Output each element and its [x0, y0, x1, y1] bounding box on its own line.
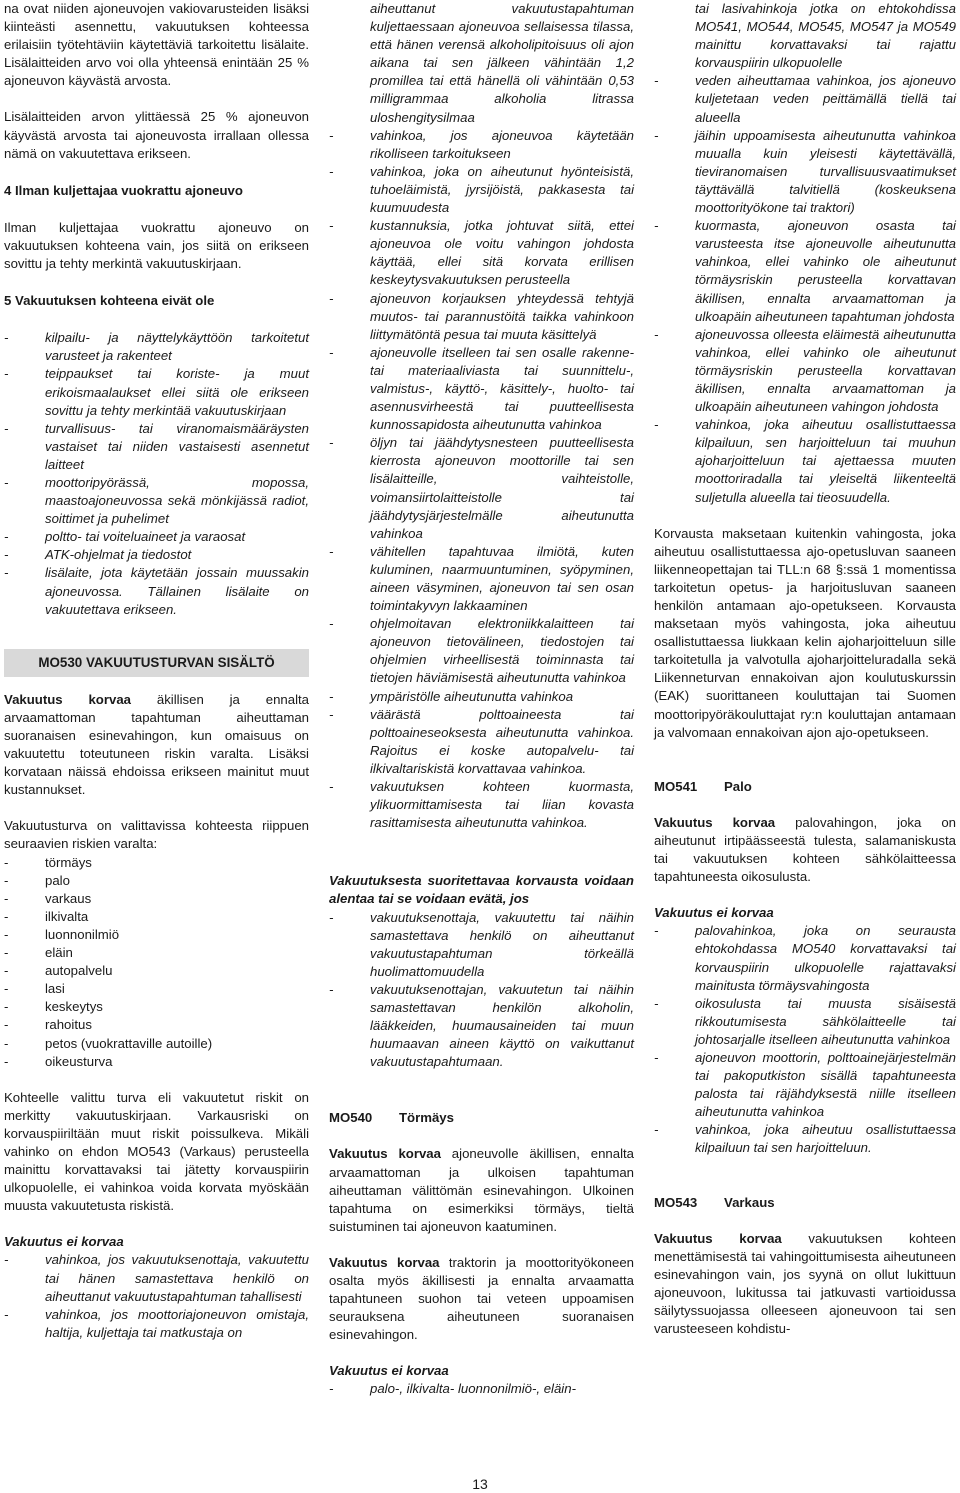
text: palovahingon, joka on aiheutunut irtipäässeestä tulesta, salamaniskusta tai vakuutuksen kohteen sähkölaitteessa tapahtuneesta oikosulusta.	[654, 814, 956, 885]
list-item: - vahinkoa, joka aiheutuu osallistuttaessa kilpailuun tai sen harjoitteluun.	[654, 1121, 956, 1157]
subheading: Vakuutus ei korvaa	[654, 905, 774, 921]
paragraph: Korvausta maksetaan kuitenkin vahingosta, joka aiheutuu osallistuttaessa ajo-opetusluvan saaneen liikenneopettajan tai TLL:n 68 §:ssä 1 momentissa tarkoitetun opetus- ja harjoitusluvan saaneen henkilön antamaan ajo-opetukseen. Korvausta maksetaan myös vahingosta, joka aiheutuu osallistuttaessa liukkaan kelin ajoharjoitteluun sille tarkoitetulla ja valvotulla ajoharjoitteluradalla sekä Liikenneturvan ennakoivan ajon koulutuskurssin (EAK) suorittaneen kouluttajan tai Suomen moottoripyöräkouluttajat ry:n kouluttajan antamaan ja valvomaan ennakoivan ajon ajo-opetukseen.	[654, 525, 956, 740]
list-item: - ajoneuvossa olleesta eläimestä aiheutunutta vahinkoa, ellei vahinko ole aiheutunut törmäysriskin perusteella korvattavan äkillisen, ennalta arvaamattoman ja ulkoapäin aiheutuneen vahingon johdosta	[654, 326, 956, 416]
list-item: - petos (vuokrattaville autoille)	[4, 1035, 309, 1053]
list-item: - veden aiheuttamaa vahinkoa, jos ajoneuvo kuljetetaan veden peittämällä tiellä tai alueella	[654, 72, 956, 126]
list-item: - vähitellen tapahtuvaa ilmiötä, kuten kuluminen, naarmuuntuminen, syöpyminen, aineen väsyminen, ajoneuvon tai sen osan toimintakyvyn lakkaaminen	[329, 543, 634, 615]
section-heading: 4 Ilman kuljettajaa vuokrattu ajoneuvo	[4, 182, 243, 198]
paragraph: Kohteelle valittu turva eli vakuutetut riskit on merkitty vakuutuskirjaan. Varkausriski on korvauspiiriltään muut riskit poissulkeva. Mikäli vahinko on ehdon MO543 (Varkaus) perusteella mainittu korvattavaksi tai jätetty korvauspiirin ulkopuolelle, ei vahinkoa voida korvata myöskään muusta vakuutetusta riskistä.	[4, 1089, 309, 1214]
list-item: - kustannuksia, jotka johtuvat siitä, ettei ajoneuvoa ole voitu vahingon johdosta käyttää, ellei sitä korvata erillisen keskeytysvakuutuksen perusteella	[329, 217, 634, 289]
text: ajoneuvolle äkillisen, ennalta arvaamattoman ja ulkoisen tapahtuman aiheuttaman välittömän esinevahingon. Ulkoinen tapahtuma on esimerkiksi törmäys, tieltä suistuminen tai ajoneuvon kaatuminen.	[329, 1146, 634, 1234]
list-item: - ajoneuvon moottorin, polttoainejärjestelmän tai pakoputkiston sisällä tapahtuneesta palosta tai räjähdyksestä niille itselleen aiheutunutta vahinkoa	[654, 1049, 956, 1121]
list-item: - lasi	[4, 980, 309, 998]
list-item: - kilpailu- ja näyttelykäyttöön tarkoitetut varusteet ja rakenteet	[4, 329, 309, 365]
section-code: MO543	[654, 1194, 698, 1210]
column-left	[4, 0, 309, 1342]
paragraph: Vakuutusturva on valittavissa kohteesta riippuen seuraavien riskien varalta:	[4, 818, 309, 852]
paragraph	[329, 1145, 634, 1235]
list-item: - varkaus	[4, 890, 309, 908]
list-item: - eläin	[4, 944, 309, 962]
paragraph: Lisälaitteiden arvon ylittäessä 25 % ajoneuvon käyvästä arvosta tai ajoneuvosta irrallaan ollessa nämä on vakuutettava erikseen.	[4, 109, 309, 161]
column-right	[654, 0, 956, 1338]
paragraph	[654, 1230, 956, 1339]
list-item: - väärästä polttoaineesta tai polttoaineseoksesta aiheutunutta vahinkoa. Rajoitus ei koske autopalvelu- tai ilkivaltariskistä korvattavaa vahinkoa.	[329, 706, 634, 778]
label: Vakuutus korvaa	[654, 814, 776, 830]
text: vakuutuksen kohteen menettämisestä tai vahingoittumisesta aiheutuneen esinevahingon vain, jos syynä on ollut lukittuun ajoneuvoon, lukitussa tai jatkuvasti vartioidussa säilytyssuojassa olleeseen ajoneuvoon tai sen varusteeseen kohdistu-	[654, 1230, 956, 1337]
section-banner: MO530 VAKUUTUSTURVAN SISÄLTÖ	[4, 649, 309, 677]
list-item: - vakuutuksen kohteen kuormasta, ylikuormittamisesta tai liian kovasta rasittamisesta aiheutunutta vahinkoa.	[329, 778, 634, 832]
paragraph	[654, 814, 956, 886]
exclusion-list	[4, 329, 309, 619]
label: Vakuutus korvaa	[329, 1146, 441, 1162]
list-item: - ATK-ohjelmat ja tiedostot	[4, 546, 309, 564]
risk-list	[4, 854, 309, 1071]
exclusion-list	[329, 1380, 634, 1398]
subheading: Vakuutus ei korvaa	[329, 1363, 449, 1379]
section-heading	[654, 1194, 956, 1212]
exclusion-list	[4, 1251, 309, 1341]
list-item: - vakuutuksenottajan, vakuutetun tai näihin samastettavan henkilön alkoholin, lääkkeiden, huumausaineiden tai muun huumaavan aineen käyttö on vaikuttanut vakuutustapahtumaan.	[329, 981, 634, 1071]
list-item: - oikosulusta tai muusta sisäisestä rikkoutumisesta sähkölaitteelle tai johtosarjalle itselleen aiheutunutta vahinkoa	[654, 995, 956, 1049]
list-item: - keskeytys	[4, 998, 309, 1016]
section-code: MO541	[654, 778, 698, 794]
list-item: - vahinkoa, jos vakuutuksenottaja, vakuutettu tai hänen samastettava henkilö on aiheuttanut vakuutustapahtuman tahallisesti	[4, 1251, 309, 1305]
list-item: - jäihin uppoamisesta aiheutunutta vahinkoa muualla kuin yleisesti käytettävällä, tieviranomaisen turvallisuusvaatimukset täyttävällä talvitiellä (koskeuksena moottorityökone tai traktori)	[654, 127, 956, 217]
section-title: Varkaus	[724, 1194, 775, 1210]
label: Vakuutus korvaa	[654, 1230, 782, 1246]
list-item: - turvallisuus- tai viranomaismääräysten vastaiset tai niiden vastaisesti asennetut laitteet	[4, 420, 309, 474]
list-item: - palo-, ilkivalta- luonnonilmiö-, eläin-	[329, 1380, 634, 1398]
list-item: - lisälaite, jota käytetään jossain muussakin ajoneuvossa. Tällainen lisälaite on vakuutettava erikseen.	[4, 564, 309, 618]
text: äkillisen ja ennalta arvaamattoman tapahtuman aiheuttaman suoranaisen esinevahingon, kun omaisuus on vakuutettu toteutuneen riskin varalta. Lisäksi korvataan näissä ehdoissa erikseen mainitut muut kustannukset.	[4, 691, 309, 798]
list-item: - ympäristölle aiheutunutta vahinkoa	[329, 688, 634, 706]
section-heading: 5 Vakuutuksen kohteena eivät ole	[4, 293, 215, 309]
paragraph: na ovat niiden ajoneuvojen vakiovarusteiden lisäksi kiinteästi asennettu, vakuutuksen kohteessa erilaisiin työtehtäviin käytettäviä tarkoitettu lisälaite. Lisälaitteiden arvo voi olla yhteensä enintään 25 % ajoneuvon käyvästä arvosta.	[4, 1, 309, 89]
list-item: - vahinkoa, joka on aiheutunut hyönteisistä, tuhoeläimistä, jyrsijöistä, pakkasesta tai kuumuudesta	[329, 163, 634, 217]
subheading: Vakuutuksesta suoritettavaa korvausta voidaan alentaa tai se voidaan evätä, jos	[329, 873, 634, 907]
paragraph	[4, 691, 309, 800]
list-item: - vahinkoa, jos moottoriajoneuvon omistaja, haltija, kuljettaja tai matkustaja on	[4, 1306, 309, 1342]
text: traktorin ja moottorityökoneen osalta myös äkillisesti ja ennalta arvaamatta tapahtuneen suohon tai veteen uppoamisen seurauksena aiheutuneen suoranaisen esinevahingon.	[329, 1254, 634, 1343]
paragraph: aiheuttanut vakuutustapahtuman kuljettaessaan ajoneuvoa sellaisessa tilassa, että hänen verensä alkoholipitoisuus oli ajon aikana tai sen jälkeen vähintään 1,2 promillea tai että hänellä oli vähintään 0,53 milligrammaa alkoholia litrassa uloshengitysilmaa	[370, 1, 634, 125]
list-item: - törmäys	[4, 854, 309, 872]
paragraph: Ilman kuljettajaa vuokrattu ajoneuvo on vakuutuksen kohteena vain, jos siitä on erikseen sovittu ja tehty merkintä vakuutuskirjaan.	[4, 219, 309, 272]
list-item: - ajoneuvon korjauksen yhteydessä tehtyjä muutos- tai parannustöitä taikka vahinkoon liittymätöntä pesua tai muuta käsittelyä	[329, 290, 634, 344]
exclusion-list	[329, 127, 634, 833]
section-heading	[329, 1109, 634, 1127]
list-item: - teippaukset tai koriste- ja muut erikoismaalaukset ellei siitä ole erikseen sovittu ja tehty merkintää vakuutuskirjaan	[4, 365, 309, 419]
paragraph: tai lasivahinkoja jotka on ehtokohdissa MO541, MO544, MO545, MO547 ja MO549 mainittu korvattavaksi tai rajattu korvauspiirin ulkopuolelle	[695, 1, 956, 71]
list-item: - palo	[4, 872, 309, 890]
paragraph	[329, 1254, 634, 1344]
list-item: - rahoitus	[4, 1016, 309, 1034]
label: Vakuutus korvaa	[4, 691, 132, 707]
list-item: - oikeusturva	[4, 1053, 309, 1071]
section-heading	[654, 778, 956, 796]
section-code: MO540	[329, 1110, 373, 1126]
reduction-list	[329, 909, 634, 1072]
list-item: - moottoripyörässä, mopossa, maastoajoneuvossa sekä mönkijässä radiot, soittimet ja puhelimet	[4, 474, 309, 528]
list-item: - ajoneuvolle itselleen tai sen osalle rakenne- tai materiaaliviasta tai suunnittelu-, valmistus-, käyttö-, käsittely-, huolto- tai asennusvirheestä tai puutteellisesta kunnossapidosta aiheutunutta vahinkoa	[329, 344, 634, 434]
list-item: - autopalvelu	[4, 962, 309, 980]
section-title: Palo	[724, 778, 752, 794]
page-number: 13	[472, 1476, 488, 1492]
list-item: - vakuutuksenottaja, vakuutettu tai näihin samastettava henkilö on aiheuttanut vakuutustapahtuman törkeällä huolimattomuudella	[329, 909, 634, 981]
column-middle	[329, 0, 634, 1399]
list-item: - ilkivalta	[4, 908, 309, 926]
list-item: - kuormasta, ajoneuvon osasta tai varusteesta itse ajoneuvolle aiheutunutta vahinkoa, ellei vahinko ole aiheutunut törmäysriskin perusteella korvattavan äkillisen, ennalta arvaamattoman ja ulkoapäin aiheutuneen tapahtuman johdosta	[654, 217, 956, 326]
list-item: - palovahinkoa, joka on seurausta ehtokohdassa MO540 korvattavaksi tai korvauspiirin ulkopuolelle rajattavaksi mainitusta törmäysvahingosta	[654, 922, 956, 994]
exclusion-list	[654, 72, 956, 506]
label: Vakuutus korvaa	[329, 1254, 440, 1270]
list-item: - vahinkoa, joka aiheutuu osallistuttaessa kilpailuun, sen harjoitteluun tai muuhun ajoharjoitteluun tai ajettaessa muuten moottoriradalla tai yleiseltä liikenteeltä suljetulla alueella tai tieosuudella.	[654, 416, 956, 506]
list-item: - luonnonilmiö	[4, 926, 309, 944]
exclusion-list	[654, 922, 956, 1157]
subheading: Vakuutus ei korvaa	[4, 1234, 124, 1250]
list-item: - poltto- tai voiteluaineet ja varaosat	[4, 528, 309, 546]
list-item: - öljyn tai jäähdytysnesteen puutteellisesta kierrosta ajoneuvon moottorille tai sen lisälaitteille, vaihteistolle, voimansiirtolaitteistolle tai jäähdytysjärjestelmälle aiheutunutta vahinkoa	[329, 434, 634, 543]
section-title: Törmäys	[399, 1110, 454, 1126]
list-item: - vahinkoa, jos ajoneuvoa käytetään rikolliseen tarkoitukseen	[329, 127, 634, 163]
list-item: - ohjelmoitavan elektroniikkalaitteen tai ajoneuvon tietovälineen, tiedostojen tai ohjelmien virheellisestä toiminnasta tai tietojen häviämisestä aiheutunutta vahinkoa	[329, 615, 634, 687]
